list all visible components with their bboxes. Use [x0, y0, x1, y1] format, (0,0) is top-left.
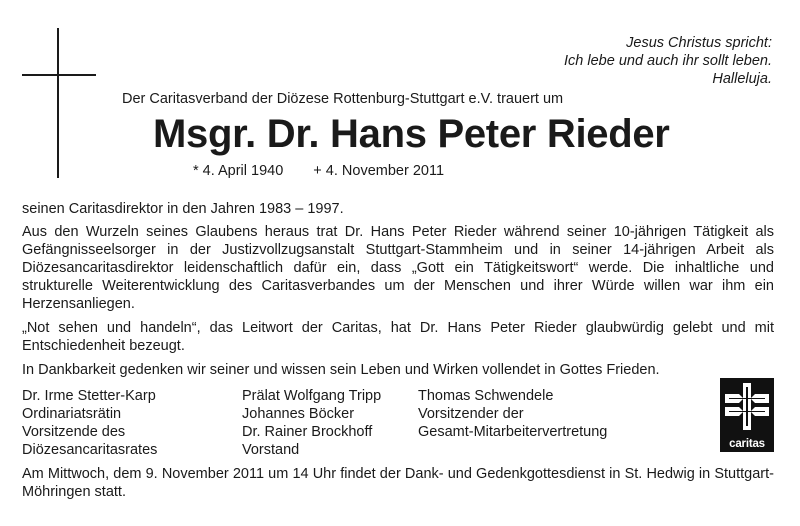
signature-line: Dr. Rainer Brockhoff — [242, 424, 373, 440]
signature-column-2 — [242, 387, 381, 459]
caritas-logo-label: caritas — [729, 438, 765, 450]
signature-line: Dr. Irme Stetter-Karp — [22, 388, 156, 404]
signature-line: Vorsitzende des — [22, 424, 126, 440]
signature-column-3 — [418, 387, 607, 441]
signature-line: Johannes Böcker — [242, 406, 355, 422]
cross-vertical-bar — [57, 28, 59, 178]
birth-date: * 4. April 1940 — [193, 163, 284, 179]
quote-line: Halleluja. — [712, 71, 772, 87]
caritas-logo — [720, 378, 774, 452]
mourning-intro: Der Caritasverband der Diözese Rottenburg-Stuttgart e.V. trauert um — [122, 91, 564, 107]
signature-line: Thomas Schwendele — [418, 388, 554, 404]
quote-line: Jesus Christus spricht: — [626, 35, 772, 51]
life-dates — [193, 163, 444, 179]
signature-line: Prälat Wolfgang Tripp — [242, 388, 382, 404]
motto-paragraph: „Not sehen und handeln“, das Leitwort der Caritas, hat Dr. Hans Peter Rieder glaubwürdig gelebt und mit Entschiedenheit bezeugt. — [22, 320, 774, 354]
signature-line: Ordinariatsrätin — [22, 406, 122, 422]
signature-column-1 — [22, 387, 157, 459]
quote-line: Ich lebe und auch ihr sollt leben. — [564, 53, 772, 69]
scripture-quote — [564, 34, 772, 88]
cross-horizontal-bar — [22, 74, 96, 76]
gratitude-line: In Dankbarkeit gedenken wir seiner und wissen sein Leben und Wirken vollendet in Gottes Frieden. — [22, 362, 660, 378]
death-date: + 4. November 2011 — [313, 163, 445, 179]
deceased-name: Msgr. Dr. Hans Peter Rieder — [153, 112, 670, 156]
tribute-paragraph: Aus den Wurzeln seines Glaubens heraus trat Dr. Hans Peter Rieder während seiner 10-jährigen Tätigkeit als Gefängnisseelsorger in der Justizvollzugsanstalt Stuttgart-Stammheim und in seiner 14-jährigen Arbeit als Diözesancaritasdirektor leidenschaftlich dafür ein, dass „Gott ein Tätigkeitswort“ werde. Die inhaltliche und strukturelle Weiterentwicklung des Caritasverbandes um der Menschen und ihrer Würde willen war ihm ein Herzensanliegen. — [22, 224, 774, 312]
caritas-cross-icon — [720, 378, 774, 434]
signature-line: Gesamt-Mitarbeitervertretung — [418, 424, 608, 440]
signature-line: Vorsitzender der — [418, 406, 524, 422]
signature-line: Vorstand — [242, 442, 300, 458]
role-line: seinen Caritasdirektor in den Jahren 1983 – 1997. — [22, 201, 344, 217]
service-announcement: Am Mittwoch, dem 9. November 2011 um 14 Uhr findet der Dank- und Gedenkgottesdienst in St. Hedwig in Stuttgart-Möhringen statt. — [22, 466, 774, 500]
signature-line: Diözesancaritasrates — [22, 442, 158, 458]
